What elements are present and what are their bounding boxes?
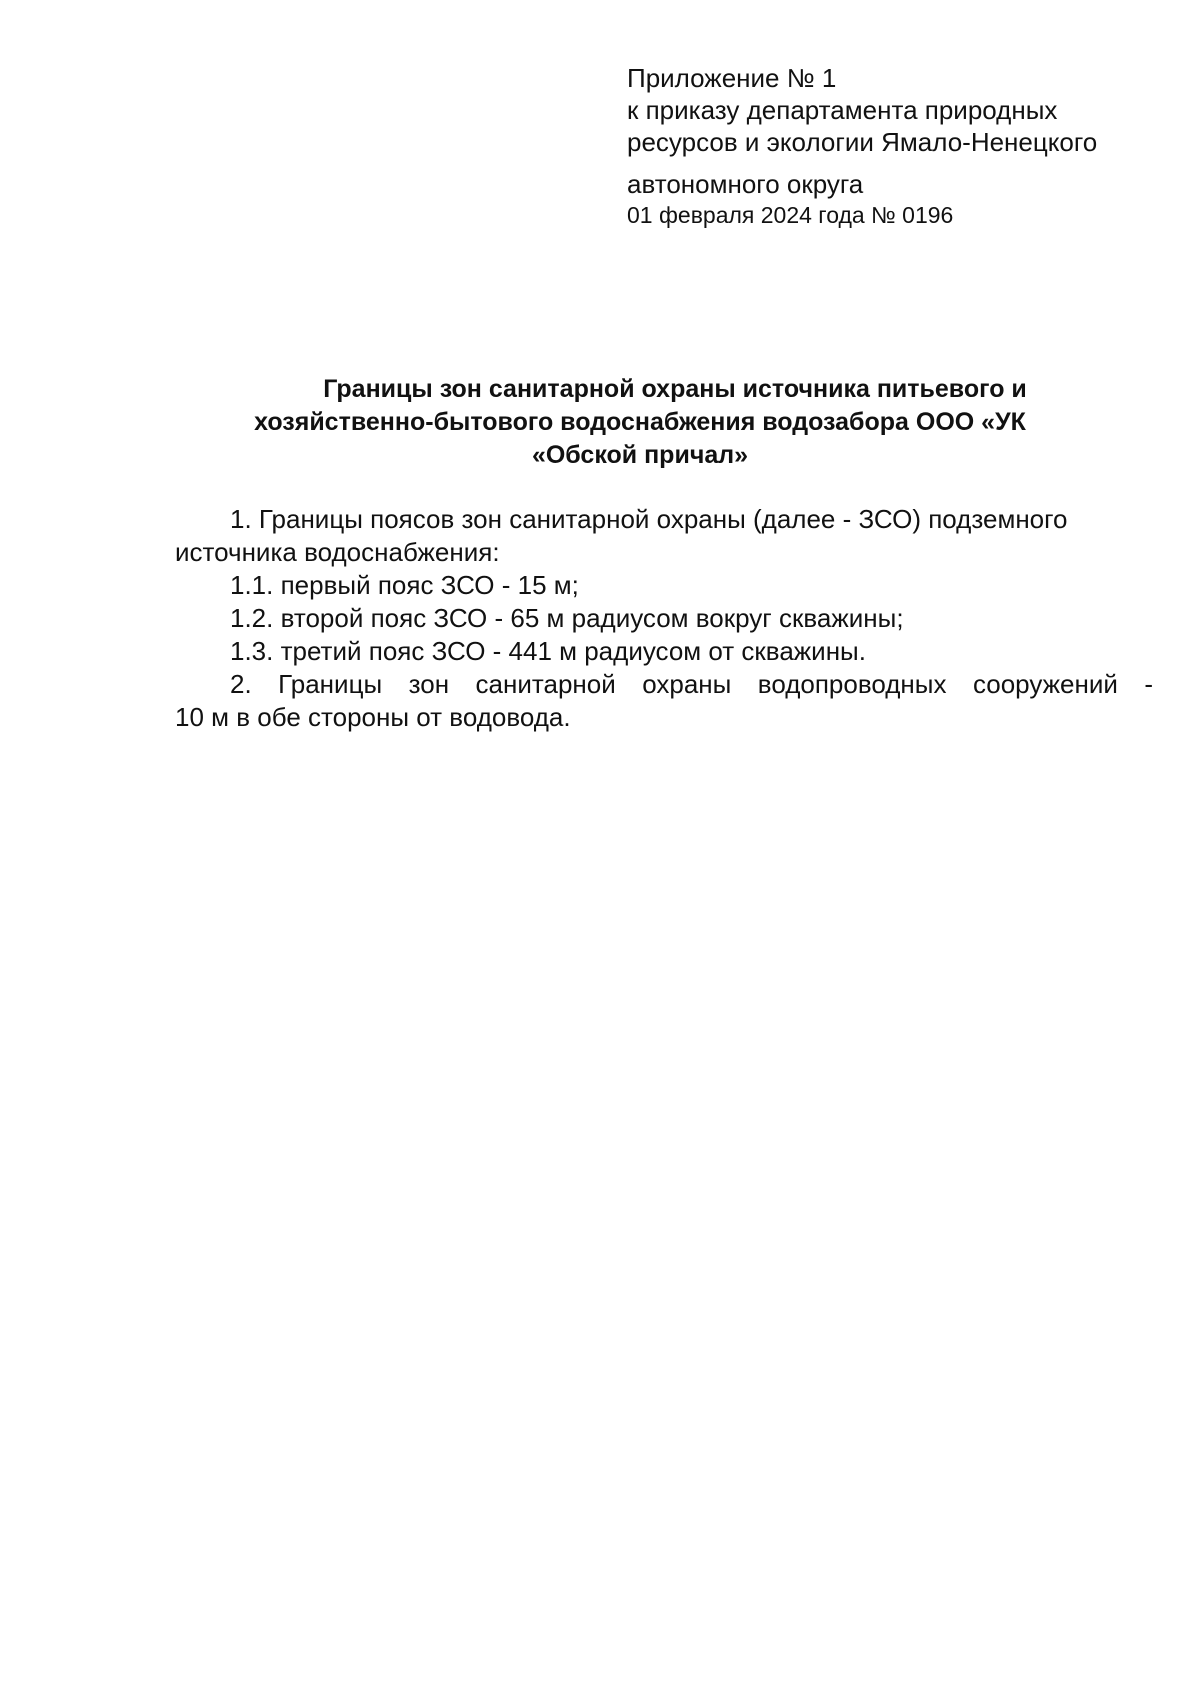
appendix-region: автономного округа <box>627 169 864 199</box>
title-line-1: Границы зон санитарной охраны источника питьевого и <box>323 375 1027 403</box>
appendix-number: Приложение № 1 <box>627 63 837 93</box>
paragraph-1-2: 1.2. второй пояс ЗСО - 65 м радиусом вокруг скважины; <box>230 603 904 633</box>
paragraph-2-line-1: 2. Границы зон санитарной охраны водопроводных сооружений - <box>230 669 1153 699</box>
paragraph-1-3: 1.3. третий пояс ЗСО - 441 м радиусом от скважины. <box>230 636 866 666</box>
appendix-date: 01 февраля 2024 года № 0196 <box>627 202 954 228</box>
appendix-department: ресурсов и экологии Ямало-Ненецкого <box>627 127 1098 157</box>
appendix-header <box>627 62 1147 230</box>
paragraph-1-line-1: 1. Границы поясов зон санитарной охраны (далее - ЗСО) подземного <box>230 504 1068 534</box>
appendix-order-ref: к приказу департамента природных <box>627 95 1058 125</box>
paragraph-1-1: 1.1. первый пояс ЗСО - 15 м; <box>230 570 579 600</box>
paragraph-1-line-2: источника водоснабжения: <box>175 537 500 567</box>
title-line-3: «Обской причал» <box>531 441 749 469</box>
document-body <box>175 503 1153 734</box>
document-title <box>175 373 1105 472</box>
paragraph-2-line-2: 10 м в обе стороны от водовода. <box>175 702 571 732</box>
title-line-2: хозяйственно-бытового водоснабжения водозабора ООО «УК <box>254 408 1026 436</box>
